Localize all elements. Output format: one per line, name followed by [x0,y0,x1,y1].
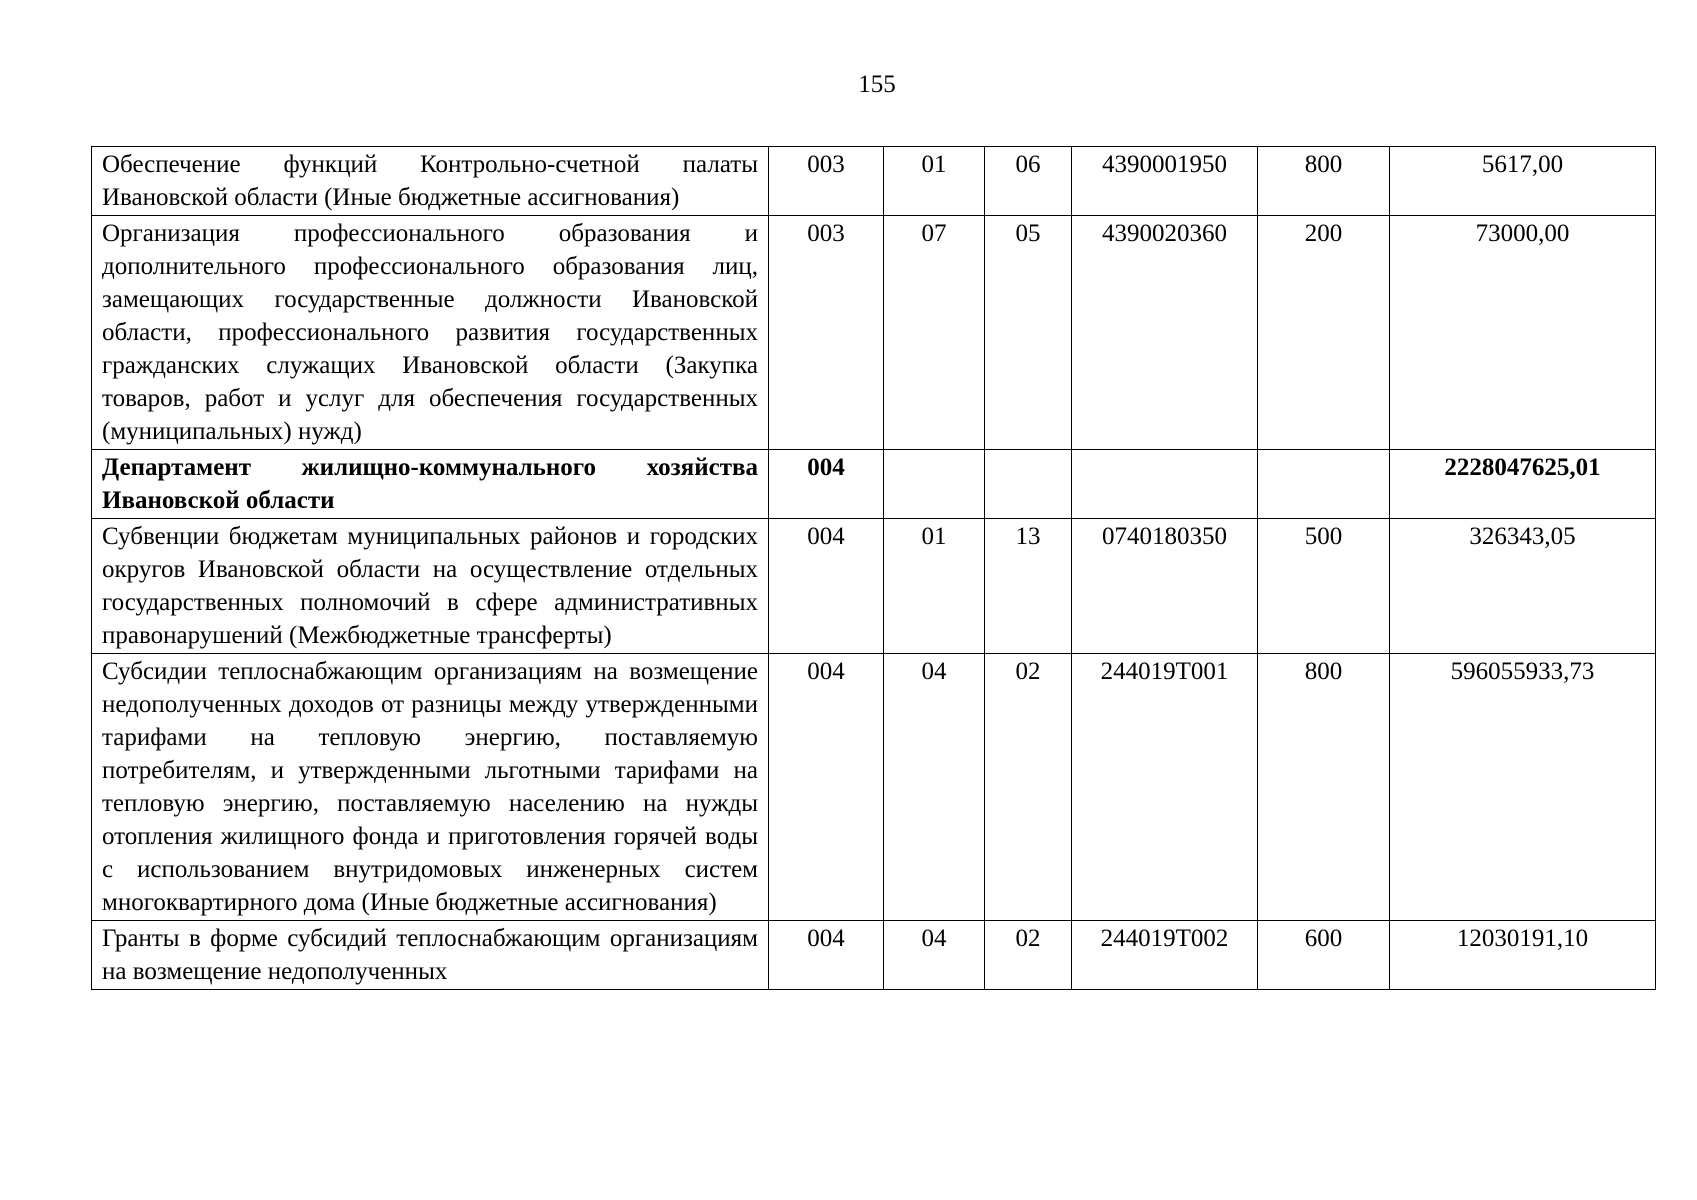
table-row [92,216,1656,450]
row-description: Обеспечение функций Контрольно-счетной палаты Ивановской области (Иные бюджетные ассигнования) [92,147,769,216]
row-expense-type [1258,450,1390,519]
row-section: 04 [884,921,985,990]
row-admin-code: 003 [769,216,884,450]
row-target-article: 4390020360 [1072,216,1258,450]
row-description: Организация профессионального образования и дополнительного профессионального образования лиц, замещающих государственные должности Ивановской области, профессионального развития государственных гражданских служащих Ивановской области (Закупка товаров, работ и услуг для обеспечения государственных (муниципальных) нужд) [92,216,769,450]
row-subsection: 02 [985,654,1072,921]
row-section: 04 [884,654,985,921]
row-admin-code: 004 [769,450,884,519]
row-subsection: 13 [985,519,1072,654]
row-section [884,450,985,519]
row-admin-code: 004 [769,654,884,921]
table-row-department [92,450,1656,519]
row-expense-type: 200 [1258,216,1390,450]
row-admin-code: 004 [769,519,884,654]
row-expense-type: 800 [1258,654,1390,921]
row-section: 01 [884,147,985,216]
row-amount: 326343,05 [1390,519,1656,654]
row-description: Департамент жилищно-коммунального хозяйства Ивановской области [92,450,769,519]
row-subsection: 05 [985,216,1072,450]
row-target-article [1072,450,1258,519]
row-amount: 73000,00 [1390,216,1656,450]
page-number: 155 [858,71,896,98]
row-amount: 5617,00 [1390,147,1656,216]
row-expense-type: 600 [1258,921,1390,990]
table-row [92,654,1656,921]
row-description: Субвенции бюджетам муниципальных районов и городских округов Ивановской области на осуществление отдельных государственных полномочий в сфере административных правонарушений (Межбюджетные трансферты) [92,519,769,654]
row-target-article: 244019Т001 [1072,654,1258,921]
row-expense-type: 800 [1258,147,1390,216]
row-subsection [985,450,1072,519]
row-amount: 2228047625,01 [1390,450,1656,519]
row-section: 07 [884,216,985,450]
row-description: Субсидии теплоснабжающим организациям на возмещение недополученных доходов от разницы между утвержденными тарифами на тепловую энергию, поставляемую потребителям, и утвержденными льготными тарифами на тепловую энергию, поставляемую населению на нужды отопления жилищного фонда и приготовления горячей воды с использованием внутридомовых инженерных систем многоквартирного дома (Иные бюджетные ассигнования) [92,654,769,921]
row-admin-code: 004 [769,921,884,990]
row-description: Гранты в форме субсидий теплоснабжающим организациям на возмещение недополученных [92,921,769,990]
row-amount: 12030191,10 [1390,921,1656,990]
row-subsection: 02 [985,921,1072,990]
table-row [92,147,1656,216]
row-expense-type: 500 [1258,519,1390,654]
row-target-article: 244019Т002 [1072,921,1258,990]
row-subsection: 06 [985,147,1072,216]
row-admin-code: 003 [769,147,884,216]
row-target-article: 4390001950 [1072,147,1258,216]
budget-table [91,146,1656,990]
row-amount: 596055933,73 [1390,654,1656,921]
row-target-article: 0740180350 [1072,519,1258,654]
table-row [92,519,1656,654]
table-row [92,921,1656,990]
row-section: 01 [884,519,985,654]
